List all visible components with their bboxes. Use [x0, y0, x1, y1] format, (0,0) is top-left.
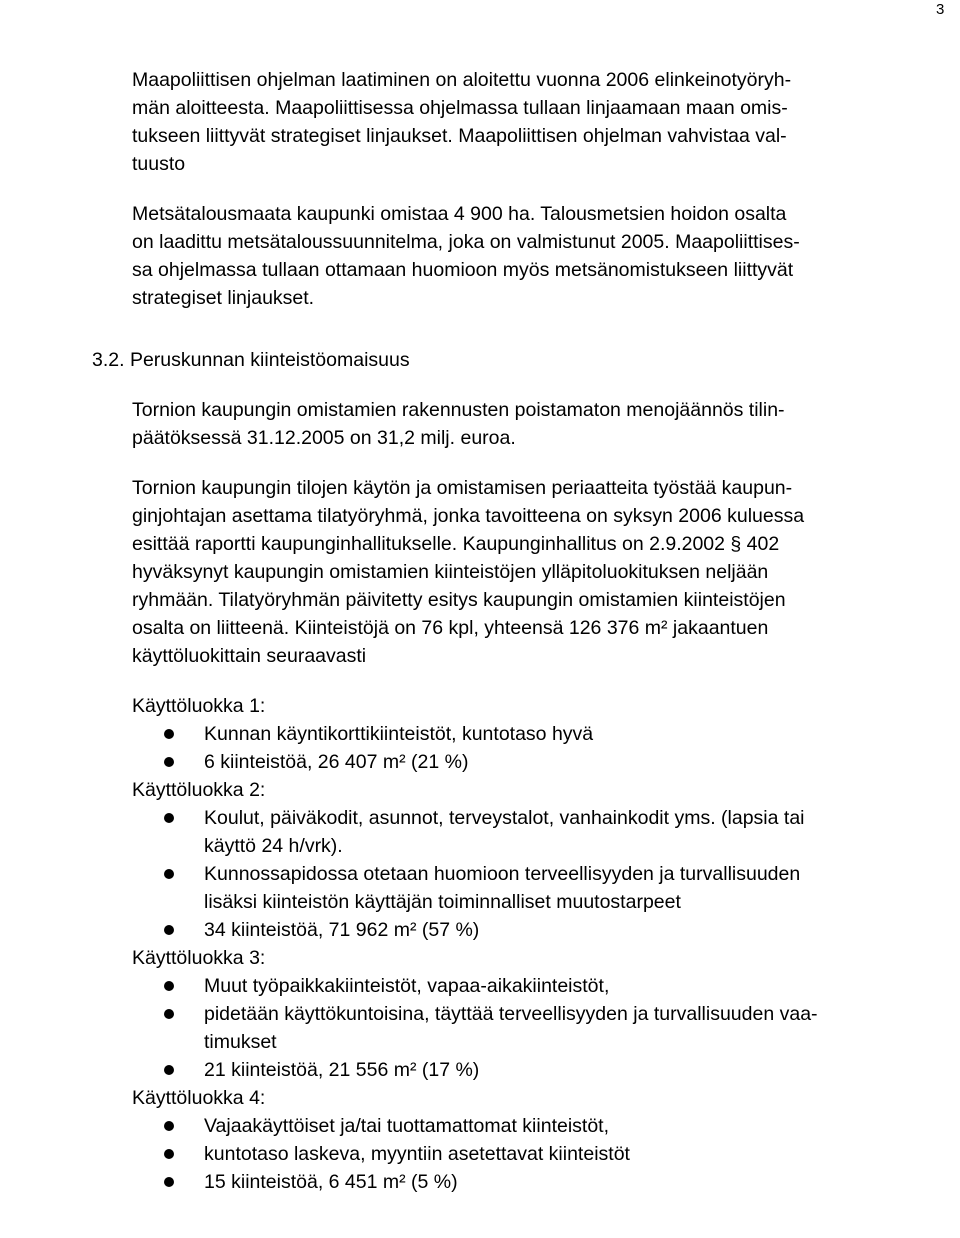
- list-item: [132, 972, 956, 1000]
- list-item: [132, 1000, 956, 1056]
- bullet-icon: [164, 1149, 174, 1159]
- list-item: [132, 804, 956, 860]
- category-block-2: [132, 776, 956, 944]
- category-title: Käyttöluokka 2:: [132, 779, 266, 801]
- text-line: tukseen liittyvät strategiset linjaukset. Maapoliittisen ohjelman vahvistaa val-: [132, 125, 787, 147]
- bullet-icon: [164, 1121, 174, 1131]
- list-item-text: Vajaakäyttöiset ja/tai tuottamattomat kiinteistöt,: [204, 1115, 610, 1137]
- list-item-text: 21 kiinteistöä, 21 556 m² (17 %): [204, 1059, 480, 1081]
- category-block-4: [132, 1084, 956, 1196]
- category-block-3: [132, 944, 956, 1084]
- text-line: esittää raportti kaupunginhallitukselle. Kaupunginhallitus on 2.9.2002 § 402: [132, 533, 780, 555]
- text-line: käyttöluokittain seuraavasti: [132, 645, 367, 667]
- text-line: män aloitteesta. Maapoliittisessa ohjelmassa tullaan linjaamaan maan omis-: [132, 97, 788, 119]
- text-line: sa ohjelmassa tullaan ottamaan huomioon myös metsänomistukseen liittyvät: [132, 259, 794, 281]
- list-item-text: Koulut, päiväkodit, asunnot, terveystalot, vanhainkodit yms. (lapsia tai: [204, 807, 805, 829]
- list-item-text: Muut työpaikkakiinteistöt, vapaa-aikakiinteistöt,: [204, 975, 610, 997]
- list-item-text: 34 kiinteistöä, 71 962 m² (57 %): [204, 919, 480, 941]
- paragraph-tilatyoryhma: [132, 474, 956, 670]
- list-item-text: Kunnossapidossa otetaan huomioon terveellisyyden ja turvallisuuden: [204, 863, 801, 885]
- text-line: Maapoliittisen ohjelman laatiminen on aloitettu vuonna 2006 elinkeinotyöryh-: [132, 69, 792, 91]
- list-item: [132, 916, 956, 944]
- bullet-icon: [164, 981, 174, 991]
- text-line: strategiset linjaukset.: [132, 287, 315, 309]
- bullet-icon: [164, 813, 174, 823]
- text-line: ginjohtajan asettama tilatyöryhmä, jonka tavoitteena on syksyn 2006 kuluessa: [132, 505, 805, 527]
- list-item: [132, 720, 956, 748]
- page-number: 3: [936, 1, 945, 18]
- bullet-icon: [164, 869, 174, 879]
- paragraph-metsatalousmaa: [132, 200, 956, 312]
- list-item-text: Kunnan käyntikorttikiinteistöt, kuntotaso hyvä: [204, 723, 594, 745]
- list-item-text: timukset: [204, 1031, 277, 1053]
- category-title: Käyttöluokka 4:: [132, 1087, 266, 1109]
- list-item-text: 6 kiinteistöä, 26 407 m² (21 %): [204, 751, 469, 773]
- bullet-icon: [164, 729, 174, 739]
- paragraph-maapoliittinen-ohjelma: [132, 66, 956, 178]
- bullet-icon: [164, 1177, 174, 1187]
- document-body: [92, 66, 956, 1196]
- category-block-1: [132, 692, 956, 776]
- paragraph-menojaannos: [132, 396, 956, 452]
- text-line: Tornion kaupungin tilojen käytön ja omistamisen periaatteita työstää kaupun-: [132, 477, 793, 499]
- list-item: [132, 1140, 956, 1168]
- list-item: [132, 1112, 956, 1140]
- list-item: [132, 1168, 956, 1196]
- category-title: Käyttöluokka 1:: [132, 695, 266, 717]
- text-line: on laadittu metsätaloussuunnitelma, joka on valmistunut 2005. Maapoliittises-: [132, 231, 800, 253]
- bullet-icon: [164, 925, 174, 935]
- text-line: Tornion kaupungin omistamien rakennusten poistamaton menojäännös tilin-: [132, 399, 785, 421]
- list-item-text: 15 kiinteistöä, 6 451 m² (5 %): [204, 1171, 458, 1193]
- list-item-text: pidetään käyttökuntoisina, täyttää terveellisyyden ja turvallisuuden vaa-: [204, 1003, 818, 1025]
- list-item-text: lisäksi kiinteistön käyttäjän toiminnalliset muutostarpeet: [204, 891, 681, 913]
- list-item-text: käyttö 24 h/vrk).: [204, 835, 343, 857]
- bullet-icon: [164, 1065, 174, 1075]
- text-line: päätöksessä 31.12.2005 on 31,2 milj. euroa.: [132, 427, 516, 449]
- text-line: hyväksynyt kaupungin omistamien kiinteistöjen ylläpitoluokituksen neljään: [132, 561, 769, 583]
- list-item: [132, 748, 956, 776]
- bullet-icon: [164, 1009, 174, 1019]
- text-line: osalta on liitteenä. Kiinteistöjä on 76 kpl, yhteensä 126 376 m² jakaantuen: [132, 617, 769, 639]
- text-line: Metsätalousmaata kaupunki omistaa 4 900 ha. Talousmetsien hoidon osalta: [132, 203, 787, 225]
- text-line: tuusto: [132, 153, 186, 175]
- category-title: Käyttöluokka 3:: [132, 947, 266, 969]
- text-line: ryhmään. Tilatyöryhmän päivitetty esitys kaupungin omistamien kiinteistöjen: [132, 589, 786, 611]
- bullet-icon: [164, 757, 174, 767]
- list-item-text: kuntotaso laskeva, myyntiin asetettavat kiinteistöt: [204, 1143, 630, 1165]
- list-item: [132, 860, 956, 916]
- list-item: [132, 1056, 956, 1084]
- section-heading: 3.2. Peruskunnan kiinteistöomaisuus: [92, 349, 410, 371]
